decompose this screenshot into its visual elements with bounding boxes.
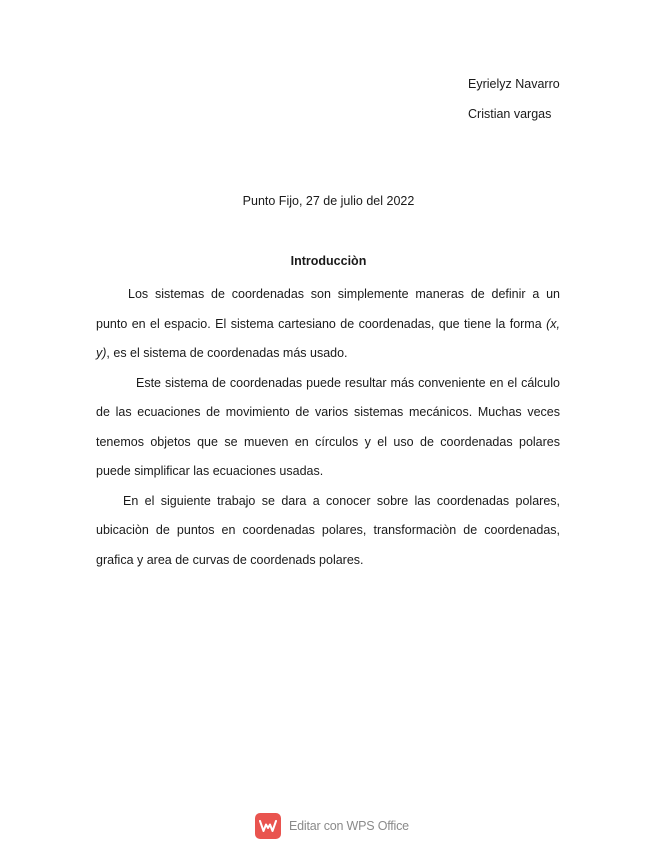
paragraph-1-text: Los sistemas de coordenadas son simplemente maneras de definir a un punto en el espacio. El sistema cartesiano de coordenadas, que tiene la forma	[96, 287, 560, 331]
author-name: Eyrielyz Navarro	[468, 77, 560, 91]
author-list	[468, 76, 560, 135]
paragraph-2: Este sistema de coordenadas puede resultar más conveniente en el cálculo de las ecuaciones de movimiento de varios sistemas mecánicos. Muchas veces tenemos objetos que se mueven en círculos y el uso de coordenadas polares puede simplificar las ecuaciones usadas.	[96, 375, 560, 478]
paragraph-1-text-end: , es el sistema de coordenadas más usado.	[106, 346, 348, 360]
paragraph-3: En el siguiente trabajo se dara a conocer sobre las coordenadas polares, ubicaciòn de puntos en coordenadas polares, transformaciòn de coordenadas, grafica y area de curvas de coordenads polares.	[96, 493, 560, 567]
coordinate-notation: (x, y)	[96, 316, 560, 360]
introduction-body	[96, 280, 560, 575]
section-heading: Introducciòn	[290, 254, 367, 268]
wps-office-logo-icon	[255, 813, 281, 839]
paragraph-1	[96, 280, 560, 369]
footer-label: Editar con WPS Office	[289, 819, 409, 833]
author-name: Cristian vargas	[468, 106, 552, 121]
wps-footer-link[interactable]	[255, 812, 409, 840]
place-date: Punto Fijo, 27 de julio del 2022	[242, 194, 415, 208]
